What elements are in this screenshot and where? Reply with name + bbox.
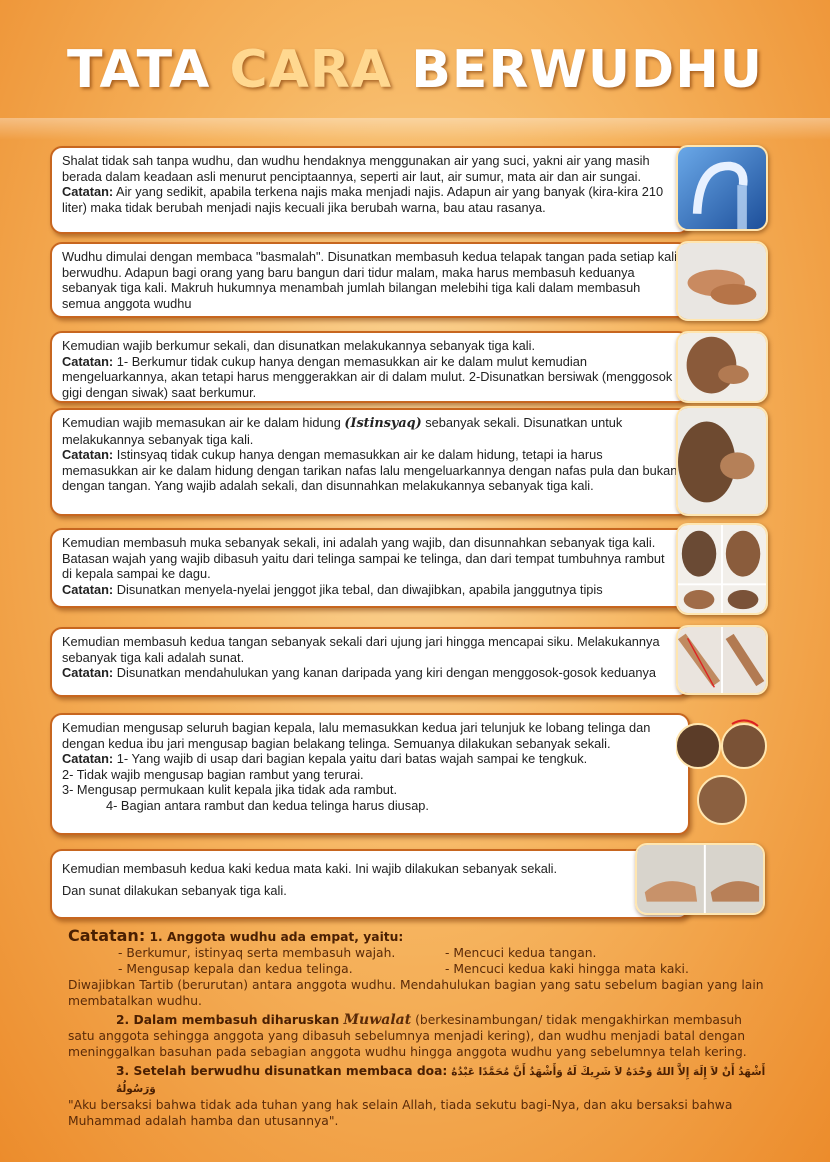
member-item: - Mencuci kedua kaki hingga mata kaki. <box>445 962 689 976</box>
step-arms <box>50 627 690 697</box>
note-label: Catatan: <box>62 665 114 681</box>
step-water <box>50 146 690 234</box>
step-note: Istinsyaq tidak cukup hanya dengan memasukkan air ke dalam hidung, tetapi ia harus memasukkan air ke dalam hidung dengan tarikan nafas lalu mengeluarkannya dengan nafas pula dan bukan dengan tangan. Yang wajib adalah sekali, dan disunnahkan melakukannya sebanyak tiga kali. <box>62 447 678 494</box>
muwalat-term: Muwalat <box>343 1012 412 1028</box>
step-text: Kemudian mengusap seluruh bagian kepala, lalu memasukkan kedua jari telunjuk ke lobang telinga dan dengan kedua ibu jari mengusap bagian belakang telinga. Semuanya dilakukan sebanyak sekali. <box>62 720 651 751</box>
step-nose: Kemudian wajib memasukan air ke dalam hidung (Istinsyaq) sebanyak sekali. Disunatkan untuk melakukannya sebanyak tiga kali. Catatan: Istinsyaq tidak cukup hanya dengan memasukkan air ke dalam hidung, tetapi ia harus memasukkan air ke dalam hidung dengan tarikan nafas lalu mengeluarkannya dengan nafas pula dan bukan dengan tangan. Yang wajib adalah sekali, dan disunnahkan melakukannya sebanyak tiga kali. <box>50 408 690 516</box>
step-head <box>50 713 690 835</box>
notes-section: Catatan: 1. Anggota wudhu ada empat, yaitu: - Berkumur, istinyaq serta membasuh wajah. - Mencuci kedua tangan. - Mengusap kepala dan kedua telinga. - Mencuci kedua kaki hingga mata kaki. Diwajibkan Tartib (berurutan) antara anggota wudhu. Mendahulukan bagian yang satu sebelum bagian yang lain membatalkan wudhu. 2. Dalam membasuh diharuskan Muwalat (berkesinambungan/ tidak mengakhirkan membasuh satu anggota sehingga anggota yang dibasuh sebelumnya menjadi kering), dan wudhu menjadi batal dengan meninggalkan basuhan pada sebagian anggota wudhu hingga anggota wudhu yang sebelumnya telah kering. 3. Setelah berwudhu disunatkan membaca doa: أَشْهَدُ أَنْ لاَ إِلَهَ إِلاَّ اللهُ وَحْدَهُ لاَ شَرِيكَ لَهُ وَأَشْهَدُ أَنَّ مُحَمَّدًا عَبْدُهُ وَرَسُولُهُ "Aku bersaksi bahwa tidak ada tuhan yang hak selain Allah, tiada sekutu bagi-Nya, dan aku bersaksi bahwa Muhammad adalah hamba dan utusannya". <box>68 928 798 1129</box>
washing-hands-photo <box>676 241 768 321</box>
step-note: Disunatkan mendahulukan yang kanan daripada yang kiri dengan menggosok-gosok keduanya <box>113 665 657 681</box>
step-feet <box>50 849 690 919</box>
note-label: Catatan: <box>62 353 114 369</box>
doa-translation: "Aku bersaksi bahwa tidak ada tuhan yang hak selain Allah, tiada sekutu bagi-Nya, dan aku bersaksi bahwa Muhammad adalah hamba dan utusannya". <box>68 1098 733 1128</box>
member-item: - Mengusap kepala dan kedua telinga. <box>118 962 353 976</box>
member-item: - Mencuci kedua tangan. <box>445 946 597 960</box>
notes-point1-heading: 1. Anggota wudhu ada empat, yaitu: <box>145 930 404 944</box>
note-label: Catatan: <box>62 581 114 597</box>
mouth-rinse-photo <box>676 331 768 403</box>
note-label: Catatan: <box>62 184 114 200</box>
step-text: Kemudian wajib berkumur sekali, dan disunatkan melakukannya sebanyak tiga kali. <box>62 338 536 353</box>
step-note: 1- Yang wajib di usap dari bagian kepala yaitu dari batas wajah sampai ke tengkuk. <box>113 751 588 767</box>
member-item: - Berkumur, istinyaq serta membasuh wajah. <box>118 946 396 960</box>
step-text: Kemudian membasuh kedua kaki kedua mata kaki. Ini wajib dilakukan sebanyak sekali. <box>62 861 558 876</box>
note-label: Catatan: <box>62 447 114 463</box>
foot-washing-photo <box>635 843 765 915</box>
head-wiping-photo <box>676 716 768 828</box>
doa-arabic: أَشْهَدُ أَنْ لاَ إِلَهَ إِلاَّ اللهُ وَحْدَهُ لاَ شَرِيكَ لَهُ وَأَشْهَدُ أَنَّ مُحَمَّدًا عَبْدُهُ وَرَسُولُهُ <box>116 1066 766 1095</box>
notes-point2-heading: 2. Dalam membasuh diharuskan <box>116 1013 344 1027</box>
step-text: Wudhu dimulai dengan membaca "basmalah". Disunatkan membasuh kedua telapak tangan pada setiap kali berwudhu. Adapun bagi orang yang baru bangun dari tidur malam, maka harus membasuh keduanya sebanyak tiga kali. Makruh hukumnya menambah jumlah bilangan melebihi tiga kali dalam membasuh semua anggota wudhu <box>62 249 677 311</box>
notes-point3-heading: 3. Setelah berwudhu disunatkan membaca doa: <box>116 1064 448 1078</box>
note-line: 2- Tidak wajib mengusap bagian rambut yang terurai. <box>62 766 364 782</box>
note-label: Catatan: <box>62 751 114 767</box>
notes-point1-text: Diwajibkan Tartib (berurutan) antara anggota wudhu. Mendahulukan bagian yang satu sebelum bagian yang lain membatalkan wudhu. <box>68 978 764 1008</box>
note-line: 4- Bagian antara rambut dan kedua telinga harus diusap. <box>106 797 429 813</box>
water-tap-photo <box>676 145 768 231</box>
notes-point2-text: satu anggota sehingga anggota yang dibasuh sebelumnya menjadi kering), dan wudhu menjadi batal dengan meninggalkan basuhan pada sebagian anggota wudhu hingga anggota wudhu yang sebelumnya telah kering. <box>68 1029 747 1059</box>
step-text: Shalat tidak sah tanpa wudhu, dan wudhu hendaknya menggunakan air yang suci, yakni air yang masih berada dalam keadaan asli menurut penciptaannya, seperti air laut, air sumur, mata air dan air sungai. <box>62 153 650 184</box>
title-band <box>0 118 830 140</box>
step-note: Disunatkan menyela-nyelai jenggot jika tebal, dan diwajibkan, apabila janggutnya tipis <box>113 581 603 597</box>
step-note: 1- Berkumur tidak cukup hanya dengan memasukkan air ke dalam mulut kemudian mengeluarkannya, akan tetapi harus menggerakkan air di dalam mulut. 2-Disunatkan bersiwak (menggosok gigi dengan siwak) saat berkumur. <box>62 353 673 400</box>
step-face <box>50 528 690 608</box>
note-line: 3- Mengusap permukaan kulit kepala jika tidak ada rambut. <box>62 782 398 798</box>
notes-label: Catatan: <box>68 926 146 945</box>
step-note: Air yang sedikit, apabila terkena najis maka menjadi najis. Adapun air yang banyak (kira-kira 210 liter) maka tidak berubah menjadi najis kecuali jika berubah warna, bau atau rasanya. <box>62 184 664 215</box>
step-text: Dan sunat dilakukan sebanyak tiga kali. <box>62 882 287 898</box>
face-washing-photo <box>676 523 768 615</box>
step-text: Kemudian membasuh muka sebanyak sekali, ini adalah yang wajib, dan disunnahkan sebanyak tiga kali. Batasan wajah yang wajib dibasuh yaitu dari telinga sampai ke telinga, dan dari tempat tumbuhnya rambut di kepala sampai ke dagu. <box>62 535 665 582</box>
nose-rinse-photo <box>676 406 768 516</box>
arm-washing-photo <box>676 625 768 695</box>
page-title: TATA CARA BERWUDHU <box>67 40 763 100</box>
step-hands <box>50 242 690 318</box>
step-mouth <box>50 331 690 403</box>
istinsyaq-term: (Istinsyaq) <box>344 416 422 431</box>
step-text: Kemudian membasuh kedua tangan sebanyak sekali dari ujung jari hingga mencapai siku. Melakukannya sebanyak tiga kali adalah sunat. <box>62 634 660 665</box>
